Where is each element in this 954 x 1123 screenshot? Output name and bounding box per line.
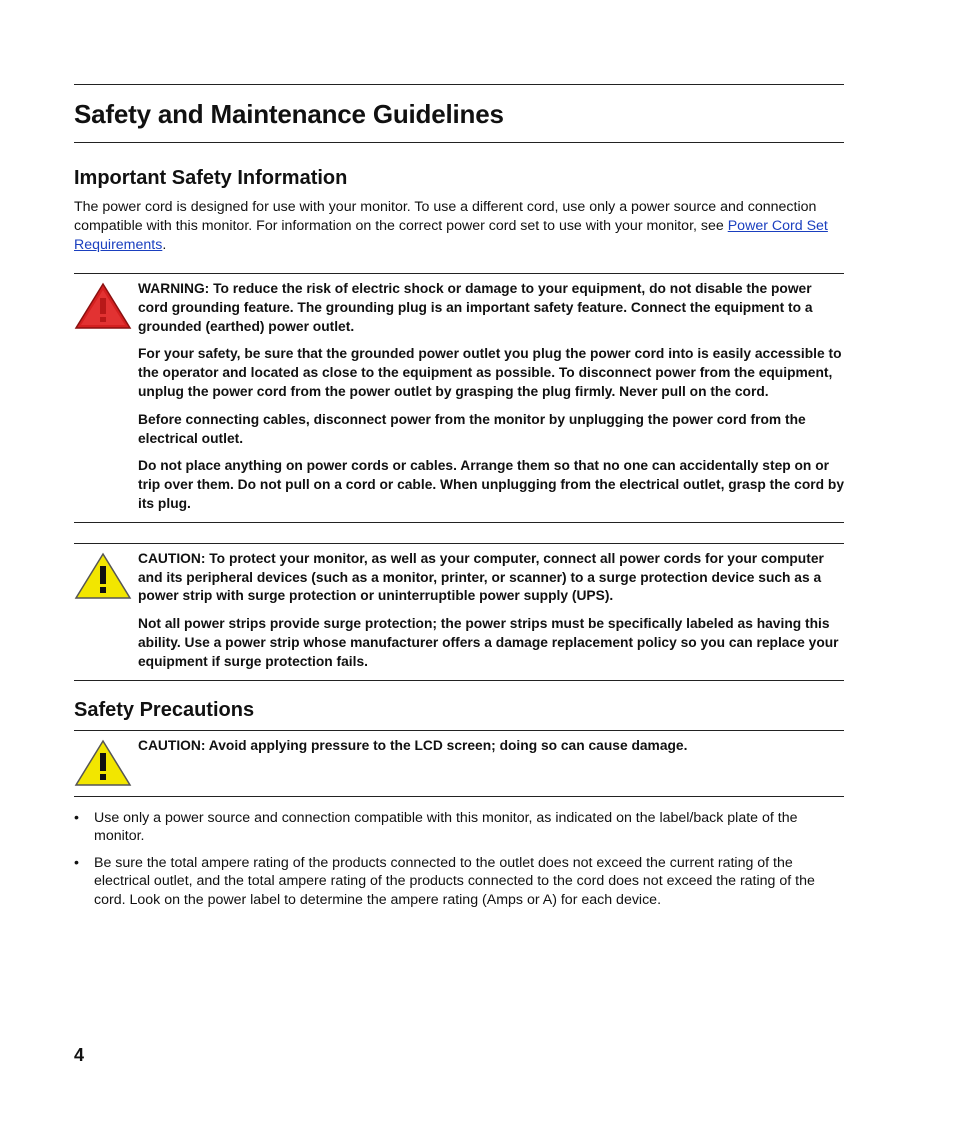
caution-box-surge (74, 543, 844, 681)
section-heading-important-safety: Important Safety Information (74, 167, 348, 189)
caution-box-lcd (74, 730, 844, 797)
intro-end: . (162, 237, 167, 253)
caution-text (138, 550, 844, 676)
section-heading-safety-precautions: Safety Precautions (74, 698, 255, 721)
bullet: • (74, 854, 79, 871)
list-item (74, 854, 844, 910)
warning-box (74, 273, 844, 523)
power-cord-requirements-link[interactable]: Power Cord Set Requirements (74, 218, 828, 253)
warning-paragraph: WARNING: To reduce the risk of electric shock or damage to your equipment, do not disable the power cord grounding feature. The grounding plug is an important safety feature. Connect the equipment to a grounded (earthed) power outlet. (138, 281, 813, 334)
warning-triangle-icon (74, 280, 138, 518)
intro-text: The power cord is designed for use with your monitor. To use a different cord, use only a power source and connection compatible with this monitor. For information on the correct power cord set to use with your monitor, see (74, 199, 817, 234)
caution-paragraph: Not all power strips provide surge protection; the power strips must be specifically labeled as having this ability. Use a power strip whose manufacturer offers a damage replacement policy so you can replace your equipment if surge protection fails. (138, 616, 839, 669)
intro-paragraph (74, 198, 844, 255)
caution-paragraph: CAUTION: To protect your monitor, as well as your computer, connect all power cords for your computer and its peripheral devices (such as a monitor, printer, or scanner) to a surge protection device such as a power strip with surge protection or uninterruptible power supply (UPS). (138, 550, 824, 604)
warning-text (138, 280, 844, 518)
caution-text (138, 737, 844, 792)
page-content (74, 84, 844, 917)
page-number: 4 (74, 1045, 85, 1065)
bullet: • (74, 809, 79, 826)
page-title: Safety and Maintenance Guidelines (74, 99, 504, 129)
list-item-text: Use only a power source and connection compatible with this monitor, as indicated on the label/back plate of the monitor. (94, 809, 798, 845)
warning-paragraph: For your safety, be sure that the grounded power outlet you plug the power cord into is easily accessible to the operator and located as close to the equipment as possible. To disconnect power from the equipment, unplug the power cord from the power outlet by grasping the plug firmly. Never pull on the cord. (138, 346, 842, 399)
caution-triangle-icon (74, 737, 138, 792)
precautions-list (74, 809, 844, 910)
list-item-text: Be sure the total ampere rating of the products connected to the outlet does not exceed the current rating of the electrical outlet, and the total ampere rating of the products connected to the cord does not exceed the rating of the cord. Look on the power label to determine the ampere rating (Amps or A) for each device. (94, 854, 815, 908)
warning-paragraph: Do not place anything on power cords or cables. Arrange them so that no one can accidentally step on or trip over them. Do not pull on a cord or cable. When unplugging from the electrical outlet, grasp the cord by its plug. (138, 458, 844, 511)
caution-triangle-icon (74, 550, 138, 676)
warning-paragraph: Before connecting cables, disconnect power from the monitor by unplugging the power cord from the electrical outlet. (138, 411, 806, 446)
list-item (74, 809, 844, 846)
caution-paragraph: CAUTION: Avoid applying pressure to the LCD screen; doing so can cause damage. (138, 737, 688, 753)
